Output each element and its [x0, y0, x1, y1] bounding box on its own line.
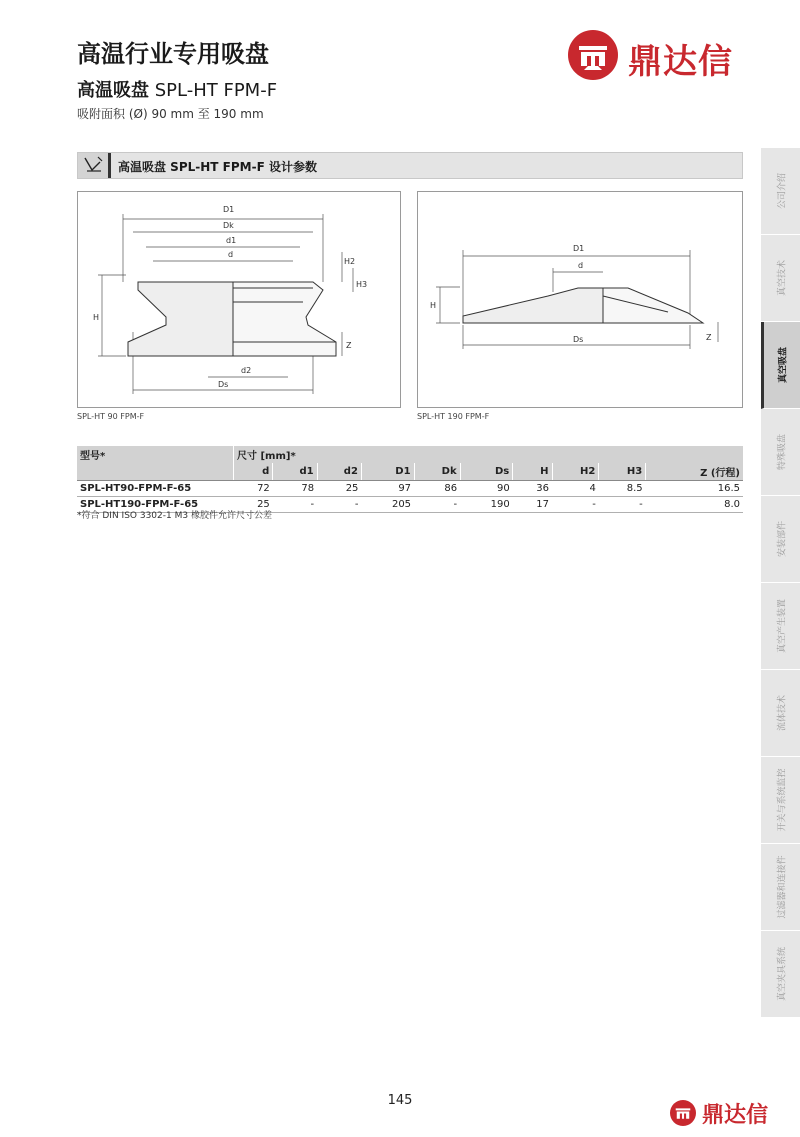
dim-label-d: d	[228, 250, 234, 259]
side-tab-label: 开关与系统监控	[777, 768, 787, 832]
subtitle-model: SPL-HT FPM-F	[154, 80, 278, 101]
table-header-row	[77, 446, 743, 463]
table-cell: 90	[460, 481, 513, 497]
table-cell: 78	[273, 481, 317, 497]
page-title: 高温行业专用吸盘	[77, 40, 269, 68]
table-cell: 205	[361, 497, 414, 513]
col-header: d	[234, 463, 273, 481]
product-subtitle	[77, 76, 277, 102]
dim-label-H: H	[93, 313, 100, 322]
table-row	[77, 481, 743, 497]
col-header: H	[513, 463, 552, 481]
side-tab-label: 安装部件	[777, 520, 787, 558]
table-cell: 190	[460, 497, 513, 513]
side-tab-company[interactable]	[761, 148, 800, 235]
table-cell: -	[414, 497, 460, 513]
section-header	[77, 152, 743, 179]
table-cell: -	[317, 497, 361, 513]
dim-label-H: H	[430, 301, 437, 310]
dim-label-D1: D1	[573, 244, 585, 253]
spec-table	[77, 446, 743, 513]
dim-label-d2: d2	[241, 366, 252, 375]
table-cell: 16.5	[646, 481, 743, 497]
model-cell: SPL-HT190-FPM-F-65	[77, 497, 234, 513]
section-title: 高温吸盘 SPL-HT FPM-F 设计参数	[118, 160, 317, 174]
suction-area-range: 吸附面积 (Ø) 90 mm 至 190 mm	[77, 107, 264, 121]
side-tab-gripper-systems[interactable]	[761, 931, 800, 1018]
dim-label-d1: d1	[226, 236, 237, 245]
brand-name: 鼎达信	[628, 42, 733, 82]
side-tab-nav	[761, 148, 800, 1018]
table-cell: 8.0	[646, 497, 743, 513]
side-tab-filters[interactable]	[761, 844, 800, 931]
side-tab-special-cups[interactable]	[761, 409, 800, 496]
col-header: Z (行程)	[646, 463, 743, 481]
dim-label-Z: Z	[346, 341, 352, 350]
dim-label-Ds: Ds	[218, 380, 229, 389]
side-tab-suction-cups[interactable]	[761, 322, 800, 409]
technical-drawing-spl-ht-190	[417, 191, 743, 408]
side-tab-label: 真空技术	[777, 259, 787, 297]
side-tab-label: 真空产生装置	[777, 598, 787, 654]
table-cell: 8.5	[599, 481, 646, 497]
table-cell: 86	[414, 481, 460, 497]
side-tab-label: 流体技术	[777, 694, 787, 732]
table-footnote: *符合 DIN ISO 3302-1 M3 橡胶件允许尺寸公差	[77, 511, 272, 521]
col-header: Ds	[460, 463, 513, 481]
side-tab-generators[interactable]	[761, 583, 800, 670]
brand-mark-icon	[568, 30, 618, 80]
table-cell: 4	[552, 481, 599, 497]
table-cell: -	[552, 497, 599, 513]
dim-label-Z: Z	[706, 333, 712, 342]
footer-brand-name: 鼎达信	[702, 1103, 769, 1128]
table-cell: 36	[513, 481, 552, 497]
table-cell: 17	[513, 497, 552, 513]
dim-label-Ds: Ds	[573, 335, 584, 344]
side-tab-label: 特殊吸盘	[777, 433, 787, 471]
table-cell: 25	[234, 497, 273, 513]
dim-label-D1: D1	[223, 205, 235, 214]
table-cell: -	[599, 497, 646, 513]
table-cell: 72	[234, 481, 273, 497]
dim-label-Dk: Dk	[223, 221, 234, 230]
col-header: d2	[317, 463, 361, 481]
dim-label-H3: H3	[356, 280, 368, 289]
side-tab-label: 公司介绍	[777, 172, 787, 210]
dim-label-d: d	[578, 261, 584, 270]
side-tab-vacuum-tech[interactable]	[761, 235, 800, 322]
side-tab-mounting[interactable]	[761, 496, 800, 583]
dim-label-H2: H2	[344, 257, 356, 266]
table-column-row	[77, 463, 743, 481]
side-tab-label: 过滤器和连接件	[777, 855, 787, 919]
col-header: H3	[599, 463, 646, 481]
table-cell: 25	[317, 481, 361, 497]
col-header: d1	[273, 463, 317, 481]
brand-mark-icon	[670, 1100, 696, 1126]
table-cell: 97	[361, 481, 414, 497]
col-header: H2	[552, 463, 599, 481]
footer-brand-logo	[670, 1098, 795, 1130]
brand-logo	[568, 30, 758, 80]
page-number: 145	[387, 1093, 413, 1108]
side-tab-label: 真空吸盘	[778, 346, 789, 384]
side-tab-label: 真空夹具系统	[777, 946, 787, 1002]
drawing-caption-left: SPL-HT 90 FPM-F	[77, 412, 145, 421]
side-tab-switches[interactable]	[761, 757, 800, 844]
technical-drawing-spl-ht-90	[77, 191, 401, 408]
ruler-angle-icon	[78, 153, 111, 178]
side-tab-fluid-tech[interactable]	[761, 670, 800, 757]
model-header: 型号*	[77, 446, 234, 463]
subtitle-prefix: 高温吸盘	[77, 80, 149, 101]
drawing-caption-right: SPL-HT 190 FPM-F	[417, 412, 490, 421]
table-cell: -	[273, 497, 317, 513]
dimension-header: 尺寸 [mm]*	[234, 446, 744, 463]
col-header: Dk	[414, 463, 460, 481]
col-header: D1	[361, 463, 414, 481]
model-cell: SPL-HT90-FPM-F-65	[77, 481, 234, 497]
